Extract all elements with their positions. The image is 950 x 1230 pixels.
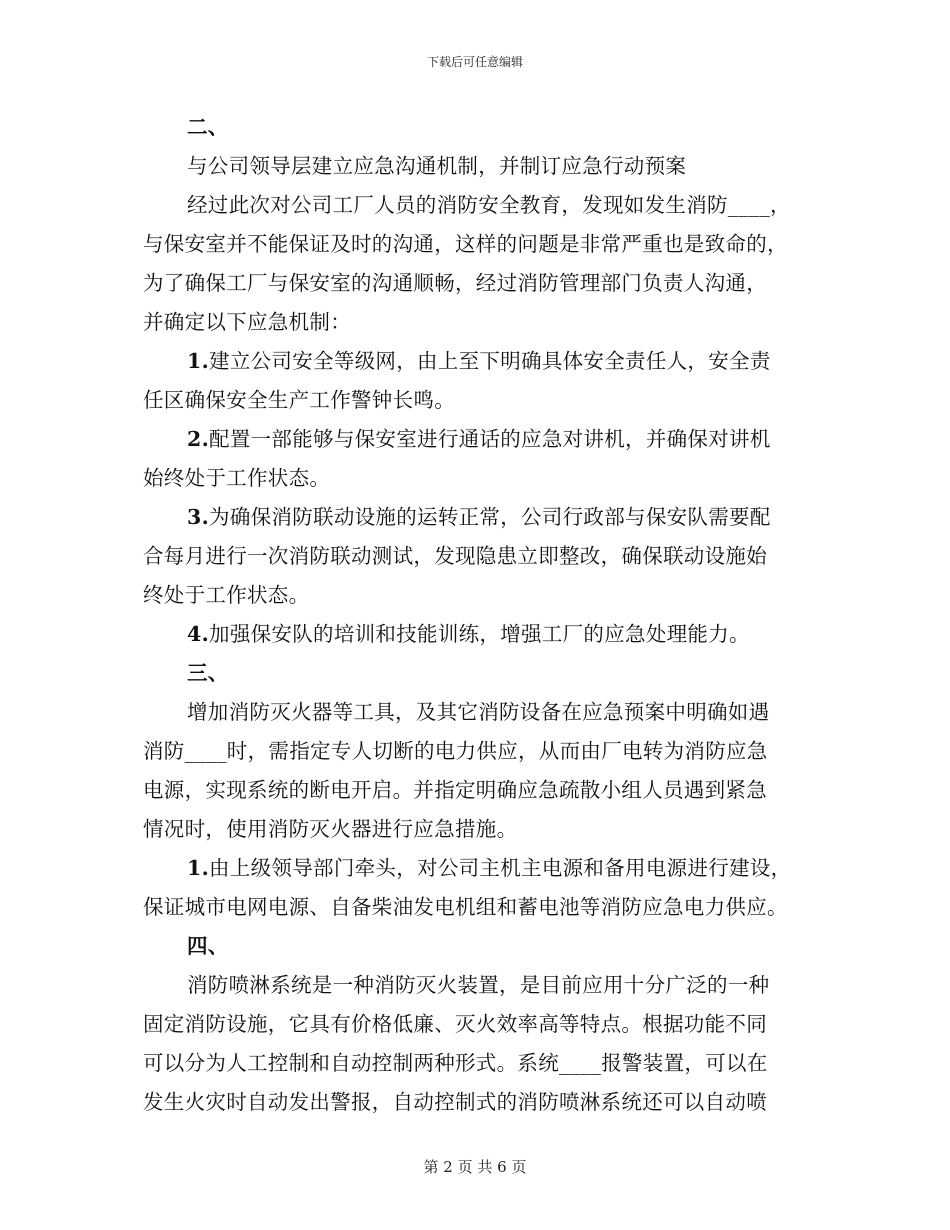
text-line [143,459,813,498]
line-text: 并确定以下应急机制： [143,310,351,334]
line-text: 四、 [187,934,229,958]
line-text: 情况时，使用消防灭火器进行应急措施。 [143,817,518,841]
text-line [143,225,813,264]
text-line [143,1005,813,1044]
text-line [143,771,813,810]
line-text: 可以分为人工控制和自动控制两种形式。系统____报警装置，可以在 [143,1051,768,1075]
line-text: 三、 [187,661,229,685]
text-line [143,693,813,732]
line-text: 固定消防设施，它具有价格低廉、灭火效率高等特点。根据功能不同 [143,1012,767,1036]
line-text: 任区确保安全生产工作警钟长鸣。 [143,388,455,412]
text-line [143,888,813,927]
text-line [143,264,813,303]
document-body [143,108,813,1122]
text-line [143,1044,813,1083]
line-text: 终处于工作状态。 [143,583,310,607]
line-text: 与保安室并不能保证及时的沟通，这样的问题是非常严重也是致命的， [143,232,788,256]
line-text: 始终处于工作状态。 [143,466,331,490]
text-line [143,849,813,888]
text-line [143,966,813,1005]
text-line [143,342,813,381]
text-line [143,537,813,576]
line-text: 二、 [187,115,229,139]
line-text: 电源，实现系统的断电开启。并指定明确应急疏散小组人员遇到紧急 [143,778,767,802]
text-line [143,498,813,537]
section-heading [143,654,813,693]
line-text: 消防喷淋系统是一种消防灭火装置，是目前应用十分广泛的一种 [187,973,770,997]
list-number: 4. [187,622,210,646]
line-text: 经过此次对公司工厂人员的消防安全教育，发现如发生消防____， [187,193,791,217]
section-heading [143,927,813,966]
line-text: 加强保安队的培训和技能训练，增强工厂的应急处理能力。 [209,622,750,646]
line-text: 建立公司安全等级网，由上至下明确具体安全责任人，安全责 [209,349,771,373]
text-line [143,615,813,654]
line-text: 配置一部能够与保安室进行通话的应急对讲机，并确保对讲机 [209,427,771,451]
text-line [143,810,813,849]
text-line [143,381,813,420]
text-line [143,576,813,615]
list-number: 1. [187,856,210,880]
list-number: 3. [187,505,210,529]
text-line [143,303,813,342]
section-heading [143,108,813,147]
page-header: 下载后可任意编辑 [426,55,523,69]
page-footer: 第 2 页 共 6 页 [423,1158,527,1176]
line-text: 为了确保工厂与保安室的沟通顺畅，经过消防管理部门负责人沟通， [143,271,767,295]
line-text: 增加消防灭火器等工具，及其它消防设备在应急预案中明确如遇 [187,700,770,724]
text-line [143,732,813,771]
line-text: 保证城市电网电源、自备柴油发电机组和蓄电池等消防应急电力供应。 [143,895,788,919]
text-line [143,1083,813,1122]
line-text: 为确保消防联动设施的运转正常，公司行政部与保安队需要配 [209,505,771,529]
text-line [143,147,813,186]
list-number: 1. [187,349,210,373]
text-line [143,420,813,459]
list-number: 2. [187,427,210,451]
line-text: 发生火灾时自动发出警报，自动控制式的消防喷淋系统还可以自动喷 [143,1090,767,1114]
line-text: 消防____时，需指定专人切断的电力供应，从而由厂电转为消防应急 [143,739,768,763]
line-text: 合每月进行一次消防联动测试，发现隐患立即整改，确保联动设施始 [143,544,767,568]
line-text: 与公司领导层建立应急沟通机制，并制订应急行动预案 [187,154,687,178]
text-line [143,186,813,225]
line-text: 由上级领导部门牵头，对公司主机主电源和备用电源进行建设， [209,856,792,880]
